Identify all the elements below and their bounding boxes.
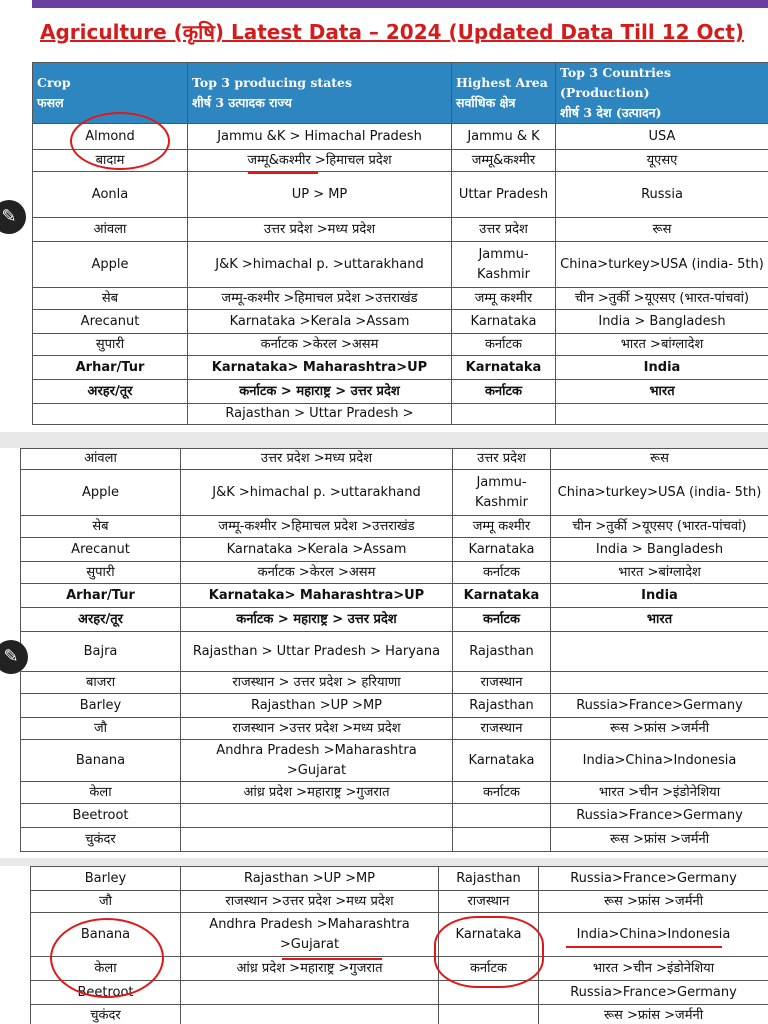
table-row [31,1005,768,1024]
cell-area: उत्तर प्रदेश [453,449,551,470]
cell-countries: रूस [551,449,768,470]
cell-states [181,828,453,852]
cell-states: Rajasthan >UP >MP [181,867,439,891]
annotation-underline-countries [566,946,722,948]
cell-area: कर्नाटक [453,562,551,584]
cell-countries: Russia>France>Germany [551,694,768,718]
table-row [31,891,768,913]
table-row [21,782,768,804]
cell-area: राजस्थान [453,718,551,740]
cell-states: UP > MP [188,172,452,218]
cell-countries [551,632,768,672]
cell-crop: जौ [31,891,181,913]
cell-states: Karnataka> Maharashtra>UP [181,584,453,608]
cell-countries: Russia [556,172,768,218]
header-crop-label: Crop [37,75,71,90]
table-row [21,562,768,584]
cell-crop: जौ [21,718,181,740]
cell-countries: यूएसए [556,150,768,172]
table-row [33,288,768,310]
crop-table-3 [30,866,768,1024]
cell-crop: आंवला [21,449,181,470]
cell-crop: आंवला [33,218,188,242]
cell-crop: Banana [31,913,181,957]
table-row [31,957,768,981]
cell-countries: भारत >बांग्लादेश [556,334,768,356]
cell-countries: India [556,356,768,380]
cell-countries: Russia>France>Germany [539,981,768,1005]
cell-states [181,804,453,828]
cell-area: राजस्थान [439,891,539,913]
cell-countries: भारत >चीन >इंडोनेशिया [539,957,768,981]
cell-crop: Arecanut [33,310,188,334]
cell-area: कर्नाटक [453,608,551,632]
cell-crop: सुपारी [21,562,181,584]
cell-area: Karnataka [439,913,539,957]
cell-countries [556,404,768,425]
table-row [21,718,768,740]
cell-states: राजस्थान >उत्तर प्रदेश >मध्य प्रदेश [181,891,439,913]
table-row [31,867,768,891]
cell-countries: रूस [556,218,768,242]
cell-area: Karnataka [453,584,551,608]
cell-area: Jammu- Kashmir [452,242,556,288]
cell-crop: चुकंदर [31,1005,181,1024]
cell-area: कर्नाटक [453,782,551,804]
table-row [33,334,768,356]
cell-states: Andhra Pradesh >Maharashtra >Gujarat [181,740,453,782]
cell-area: Karnataka [452,310,556,334]
header-crop [33,63,188,124]
header-countries-label-hi: शीर्ष 3 देश (उत्पादन) [560,105,662,120]
cell-countries: China>turkey>USA (india- 5th) [551,470,768,516]
cell-states: उत्तर प्रदेश >मध्य प्रदेश [188,218,452,242]
cell-area: कर्नाटक [439,957,539,981]
cell-crop: केला [31,957,181,981]
cell-countries: USA [556,124,768,150]
header-countries [556,63,768,124]
cell-crop: Barley [21,694,181,718]
annotation-underline-states [282,958,382,960]
cell-crop: Arecanut [21,538,181,562]
cell-crop: अरहर/तूर [21,608,181,632]
table-row [21,632,768,672]
cell-area [439,1005,539,1024]
cell-states: Rajasthan > Uttar Pradesh > [188,404,452,425]
cell-states: J&K >himachal p. >uttarakhand [181,470,453,516]
cell-crop: Beetroot [31,981,181,1005]
pencil-icon[interactable]: ✎ [0,640,28,674]
table-row [31,981,768,1005]
cell-crop: सुपारी [33,334,188,356]
table-row [33,218,768,242]
table-row [21,740,768,782]
cell-crop: अरहर/तूर [33,380,188,404]
cell-area: Karnataka [453,538,551,562]
panel-gap-2 [0,858,768,866]
cell-crop: Beetroot [21,804,181,828]
cell-states: आंध्र प्रदेश >महाराष्ट्र >गुजरात [181,957,439,981]
table-row [21,516,768,538]
cell-states: उत्तर प्रदेश >मध्य प्रदेश [181,449,453,470]
table-row [33,404,768,425]
cell-crop: बादाम [33,150,188,172]
table-row [33,124,768,150]
cell-crop: सेब [33,288,188,310]
cell-states: Rajasthan >UP >MP [181,694,453,718]
cell-states: Jammu &K > Himachal Pradesh [188,124,452,150]
crop-table-2 [20,448,768,852]
cell-crop: सेब [21,516,181,538]
cell-crop: Almond [33,124,188,150]
cell-states: Karnataka >Kerala >Assam [181,538,453,562]
table-row [21,470,768,516]
cell-states: Karnataka> Maharashtra>UP [188,356,452,380]
cell-countries: India>China>Indonesia [551,740,768,782]
cell-crop: Arhar/Tur [21,584,181,608]
cell-states: J&K >himachal p. >uttarakhand [188,242,452,288]
table-row [21,584,768,608]
cell-states: राजस्थान >उत्तर प्रदेश >मध्य प्रदेश [181,718,453,740]
header-states [188,63,452,124]
header-states-label-hi: शीर्ष 3 उत्पादक राज्य [192,95,292,110]
cell-states: Andhra Pradesh >Maharashtra >Gujarat [181,913,439,957]
table-panel-1 [32,62,768,432]
cell-area [439,981,539,1005]
table-row [21,828,768,852]
cell-states: कर्नाटक >केरल >असम [181,562,453,584]
cell-countries [551,672,768,694]
cell-area: Rajasthan [439,867,539,891]
cell-countries: चीन >तुर्की >यूएसए (भारत-पांचवां) [551,516,768,538]
cell-crop: केला [21,782,181,804]
cell-crop [33,404,188,425]
cell-countries: चीन >तुर्की >यूएसए (भारत-पांचवां) [556,288,768,310]
cell-countries: India [551,584,768,608]
cell-area: Rajasthan [453,632,551,672]
cell-states: Karnataka >Kerala >Assam [188,310,452,334]
cell-crop: Aonla [33,172,188,218]
cell-area: जम्मू&कश्मीर [452,150,556,172]
cell-area [453,828,551,852]
cell-countries: India > Bangladesh [556,310,768,334]
pencil-icon[interactable]: ✎ [0,200,26,234]
cell-states: जम्मू&कश्मीर >हिमाचल प्रदेश [188,150,452,172]
cell-countries: रूस >फ्रांस >जर्मनी [539,891,768,913]
header-crop-label-hi: फसल [37,95,64,110]
cell-countries: India > Bangladesh [551,538,768,562]
cell-crop: Bajra [21,632,181,672]
cell-countries: भारत >बांग्लादेश [551,562,768,584]
cell-area: कर्नाटक [452,334,556,356]
table-panel-2 [20,448,768,858]
table-row [21,672,768,694]
table-row [21,538,768,562]
cell-area: Jammu & K [452,124,556,150]
table-row [33,356,768,380]
cell-area [452,404,556,425]
cell-crop: Arhar/Tur [33,356,188,380]
cell-countries: Russia>France>Germany [539,867,768,891]
cell-countries: India>China>Indonesia [539,913,768,957]
cell-countries: भारत [551,608,768,632]
cell-area: कर्नाटक [452,380,556,404]
cell-countries: भारत [556,380,768,404]
header-area-label-hi: सर्वाधिक क्षेत्र [456,95,516,110]
cell-countries: China>turkey>USA (india- 5th) [556,242,768,288]
cell-states: कर्नाटक > महाराष्ट्र > उत्तर प्रदेश [188,380,452,404]
cell-states [181,981,439,1005]
crop-table-1 [32,62,768,425]
cell-area: Karnataka [452,356,556,380]
table-row [33,150,768,172]
cell-area: Jammu- Kashmir [453,470,551,516]
cell-crop: Apple [21,470,181,516]
cell-area: जम्मू कश्मीर [453,516,551,538]
cell-crop: Barley [31,867,181,891]
cell-area: Karnataka [453,740,551,782]
table-row [33,380,768,404]
cell-states: जम्मू-कश्मीर >हिमाचल प्रदेश >उत्तराखंड [188,288,452,310]
table-row [33,172,768,218]
table-row [33,242,768,288]
cell-area: Rajasthan [453,694,551,718]
table-row [21,449,768,470]
cell-area: उत्तर प्रदेश [452,218,556,242]
cell-crop: बाजरा [21,672,181,694]
cell-states: कर्नाटक >केरल >असम [188,334,452,356]
header-area [452,63,556,124]
cell-area: राजस्थान [453,672,551,694]
cell-area [453,804,551,828]
annotation-underline-almond [248,172,318,174]
cell-states: आंध्र प्रदेश >महाराष्ट्र >गुजरात [181,782,453,804]
panel-gap-1 [0,432,768,448]
cell-states: राजस्थान > उत्तर प्रदेश > हरियाणा [181,672,453,694]
top-accent-bar [32,0,768,8]
cell-states: जम्मू-कश्मीर >हिमाचल प्रदेश >उत्तराखंड [181,516,453,538]
cell-area: जम्मू कश्मीर [452,288,556,310]
table-row [33,310,768,334]
cell-states [181,1005,439,1024]
page-title: Agriculture (कृषि) Latest Data – 2024 (Updated Data Till 12 Oct) [40,20,745,44]
table-row [21,804,768,828]
header-area-label: Highest Area [456,75,548,90]
cell-states: कर्नाटक > महाराष्ट्र > उत्तर प्रदेश [181,608,453,632]
header-countries-label: Top 3 Countries (Production) [560,65,671,100]
cell-countries: रूस >फ्रांस >जर्मनी [551,718,768,740]
cell-states: Rajasthan > Uttar Pradesh > Haryana [181,632,453,672]
header-states-label: Top 3 producing states [192,75,353,90]
table-panel-3 [30,866,768,1024]
cell-countries: रूस >फ्रांस >जर्मनी [539,1005,768,1024]
cell-countries: रूस >फ्रांस >जर्मनी [551,828,768,852]
cell-countries: भारत >चीन >इंडोनेशिया [551,782,768,804]
cell-countries: Russia>France>Germany [551,804,768,828]
cell-crop: Banana [21,740,181,782]
cell-area: Uttar Pradesh [452,172,556,218]
table-row [31,913,768,957]
cell-crop: चुकंदर [21,828,181,852]
table-row [21,694,768,718]
cell-crop: Apple [33,242,188,288]
table-row [21,608,768,632]
